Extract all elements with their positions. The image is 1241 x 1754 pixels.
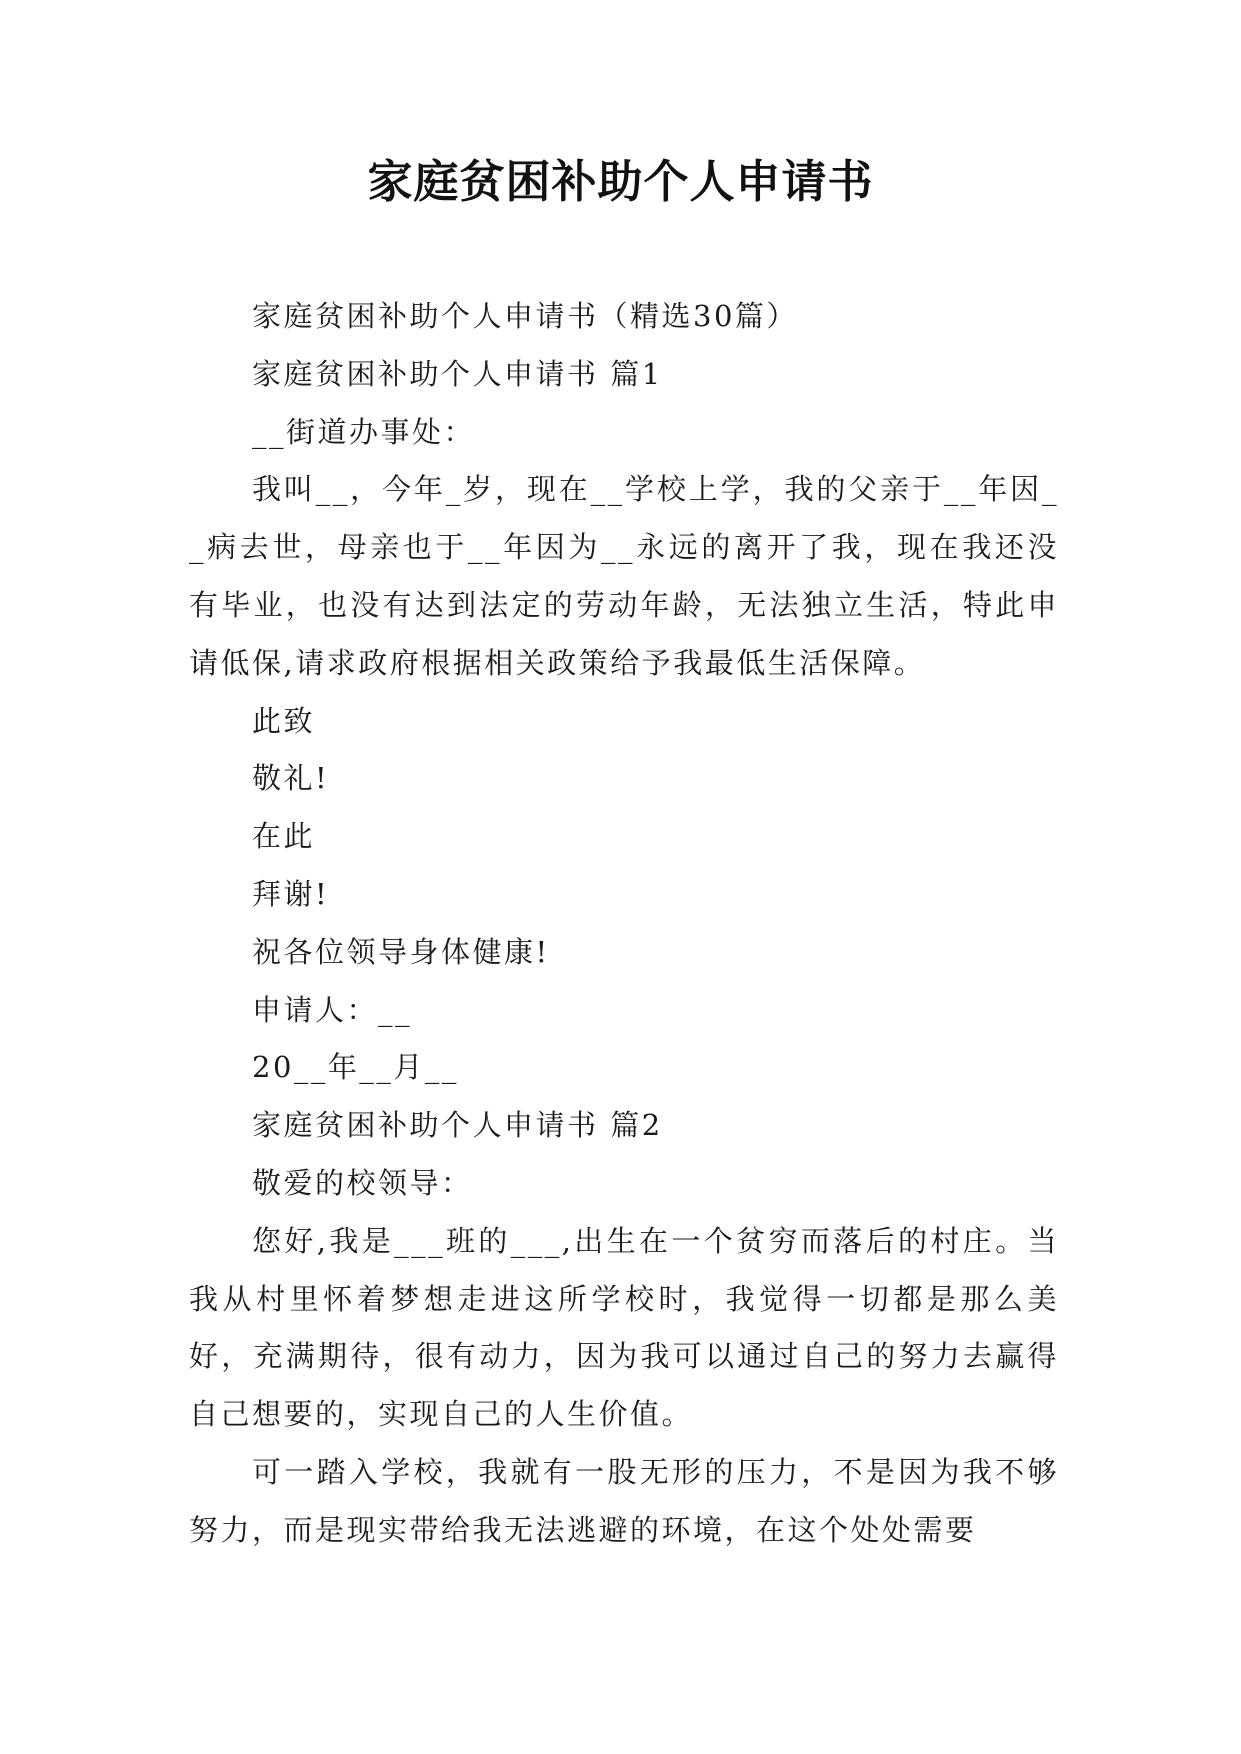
- paragraph-salutation: 敬爱的校领导：: [252, 1165, 473, 1200]
- paragraph-closing-4: 拜谢!: [252, 876, 330, 911]
- paragraph-applicant: 申请人：__: [252, 992, 413, 1027]
- paragraph-closing-1: 此致: [252, 703, 316, 738]
- paragraph-section-2-heading: 家庭贫困补助个人申请书 篇2: [252, 1108, 663, 1143]
- paragraph-body-3: 可一踏入学校，我就有一股无形的压力，不是因为我不够努力，而是现实带给我无法逃避的环境，在这个处处需要: [189, 1454, 1059, 1547]
- paragraph-date: 20__年__月__: [252, 1050, 459, 1085]
- paragraph-closing-2: 敬礼!: [252, 761, 330, 796]
- paragraph-closing-3: 在此: [252, 819, 316, 854]
- paragraph-body-2: 您好,我是___班的___,出生在一个贫穷而落后的村庄。当我从村里怀着梦想走进这所学校时，我觉得一切都是那么美好，充满期待，很有动力，因为我可以通过自己的努力去赢得自己想要的，实现自己的人生价值。: [189, 1223, 1059, 1432]
- document-body: [189, 288, 1059, 1560]
- paragraph-addressee: __街道办事处：: [252, 414, 476, 449]
- paragraph-wishes: 祝各位领导身体健康!: [252, 934, 550, 969]
- document-title: 家庭贫困补助个人申请书: [367, 155, 874, 208]
- paragraph-body-1: 我叫__，今年_岁，现在__学校上学，我的父亲于__年因__病去世，母亲也于__年因为__永远的离开了我，现在我还没有毕业，也没有达到法定的劳动年龄，无法独立生活，特此申请低保,请求政府根据相关政策给予我最低生活保障。: [189, 472, 1059, 680]
- paragraph-collection-title: 家庭贫困补助个人申请书（精选30篇）: [252, 299, 798, 333]
- paragraph-section-1-heading: 家庭贫困补助个人申请书 篇1: [252, 356, 663, 391]
